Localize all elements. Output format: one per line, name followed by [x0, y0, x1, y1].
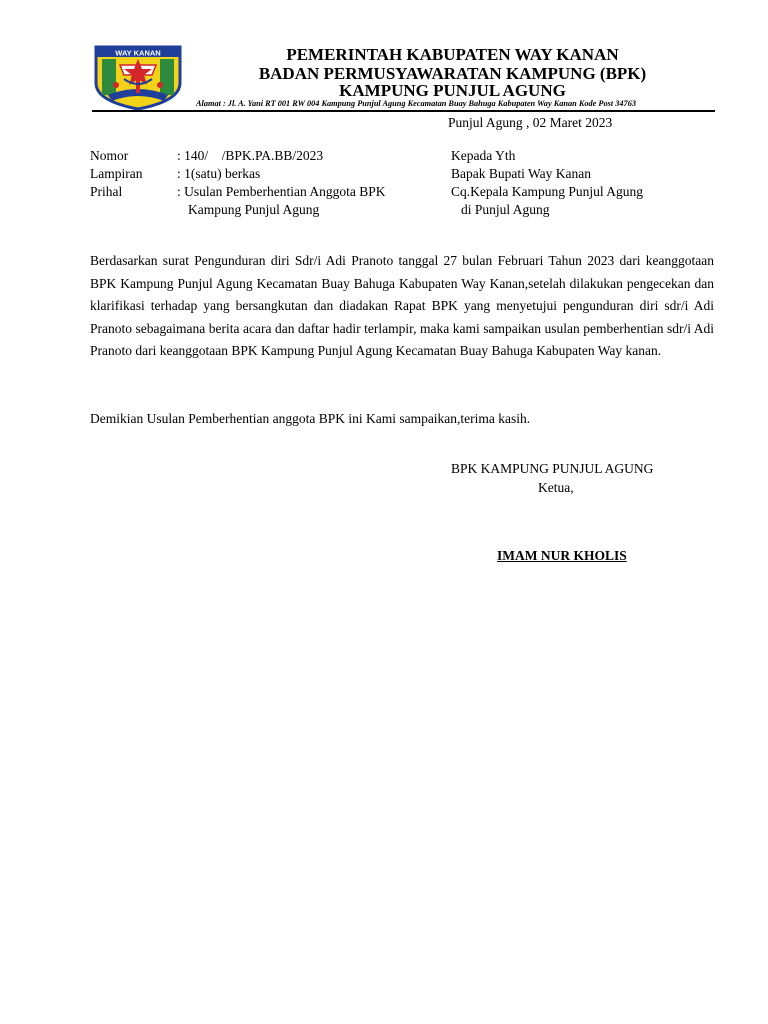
logo-text: WAY KANAN [115, 48, 161, 58]
lampiran-value: : 1(satu) berkas [177, 166, 261, 181]
recipient-location: di Punjul Agung [461, 202, 550, 217]
letterhead-village: KAMPUNG PUNJUL AGUNG [339, 81, 566, 100]
letterhead-agency: BADAN PERMUSYAWARATAN KAMPUNG (BPK) [258, 64, 647, 83]
nomor-value: : 140/ /BPK.PA.BB/2023 [177, 148, 324, 163]
way-kanan-logo [94, 45, 182, 111]
way-kanan-emblem-icon [94, 45, 182, 111]
letterhead-government: PEMERINTAH KABUPATEN WAY KANAN [286, 45, 619, 64]
signature-role: Ketua, [538, 480, 574, 495]
recipient-cq: Cq.Kepala Kampung Punjul Agung [451, 184, 643, 199]
body-paragraph-1: Berdasarkan surat Pengunduran diri Sdr/i Adi Pranoto tanggal 27 bulan Februari Tahun 2023 dari keanggotaan BPK Kampung Punjul Agung Kecamatan Buay Bahuga Kabupaten Way Kanan,setelah dilakukan pengecekan dan klarifikasi terhadap yang bersangkutan dan diadakan Rapat BPK yang menyetujui pengunduran diri sdr/i Adi Pranoto sebagaimana berita acara dan daftar hadir terlampir, maka kami sampaikan usulan pemberhentian sdr/i Adi Pranoto dari keanggotaan BPK Kampung Punjul Agung Kecamatan Buay Bahuga Kabupaten Way kanan. [90, 253, 714, 359]
signature-organization: BPK KAMPUNG PUNJUL AGUNG [451, 461, 654, 476]
letter-date: Punjul Agung , 02 Maret 2023 [448, 115, 613, 130]
prihal-value-continued: Kampung Punjul Agung [188, 202, 320, 217]
prihal-label: Prihal [90, 184, 123, 199]
body-paragraph-2: Demikian Usulan Pemberhentian anggota BPK ini Kami sampaikan,terima kasih. [90, 411, 531, 426]
signatory-name: IMAM NUR KHOLIS [497, 548, 627, 563]
letterhead-divider [92, 110, 715, 112]
letterhead-address: Alamat : Jl. A. Yani RT 001 RW 004 Kampung Punjul Agung Kecamatan Buay Bahuga Kabupaten Way Kanan Kode Post 34763 [196, 99, 636, 108]
prihal-value: : Usulan Pemberhentian Anggota BPK [177, 184, 386, 199]
recipient-salutation: Kepada Yth [451, 148, 516, 163]
nomor-label: Nomor [90, 148, 129, 163]
lampiran-label: Lampiran [90, 166, 143, 181]
recipient-name: Bapak Bupati Way Kanan [451, 166, 592, 181]
